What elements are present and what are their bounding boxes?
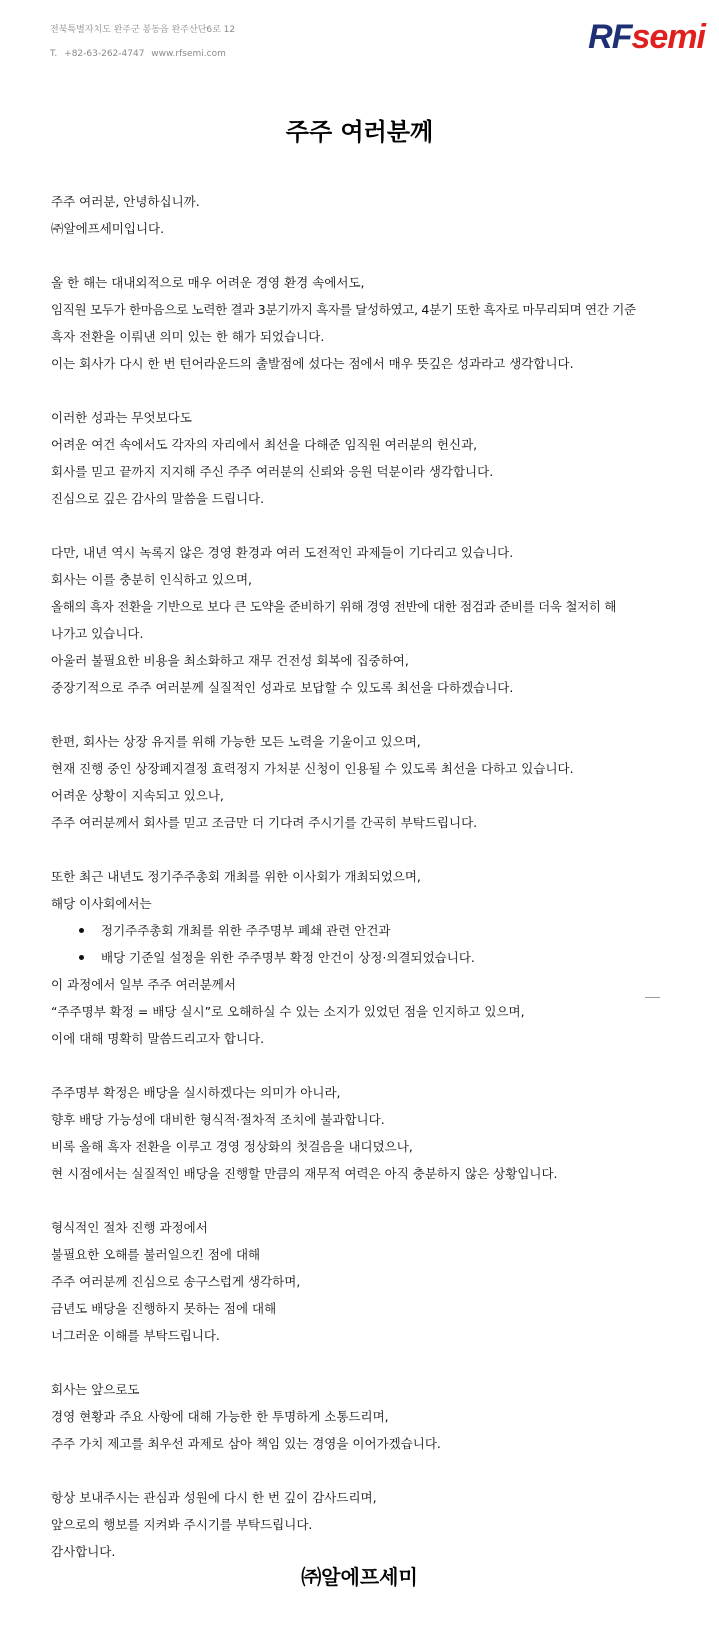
text-line: 임직원 모두가 한마음으로 노력한 결과 3분기까지 흑자를 달성하였고, 4분기 또한 흑자로 마무리되며 연간 기준 bbox=[51, 302, 636, 317]
text-line: 중장기적으로 주주 여러분께 실질적인 성과로 보답할 수 있도록 최선을 다하겠습니다. bbox=[51, 680, 514, 695]
text-line: 비록 올해 흑자 전환을 이루고 경영 정상화의 첫걸음을 내디뎠으나, bbox=[51, 1139, 413, 1154]
company-contact: T. +82-63-262-4747 www.rfsemi.com bbox=[50, 49, 226, 59]
text-line: 다만, 내년 역시 녹록지 않은 경영 환경과 여러 도전적인 과제들이 기다리고 있습니다. bbox=[51, 545, 514, 560]
text-line: 이 과정에서 일부 주주 여러분께서 bbox=[51, 977, 236, 992]
text-line: 항상 보내주시는 관심과 성원에 다시 한 번 깊이 감사드리며, bbox=[51, 1490, 377, 1505]
letter-title: 주주 여러분께 bbox=[285, 118, 434, 146]
text-line: 앞으로의 행보를 지켜봐 주시기를 부탁드립니다. bbox=[51, 1517, 313, 1532]
text-line: “주주명부 확정 = 배당 실시”로 오해하실 수 있는 소지가 있었던 점을 인지하고 있으며, bbox=[51, 1004, 525, 1019]
text-line: 올 한 해는 대내외적으로 매우 어려운 경영 환경 속에서도, bbox=[51, 275, 365, 290]
text-line: 불필요한 오해를 불러일으킨 점에 대해 bbox=[51, 1247, 261, 1262]
text-line: 주주 여러분께 진심으로 송구스럽게 생각하며, bbox=[51, 1274, 301, 1289]
letter-body bbox=[51, 188, 671, 1565]
text-line: 해당 이사회에서는 bbox=[51, 896, 152, 911]
text-line: 경영 현황과 주요 사항에 대해 가능한 한 투명하게 소통드리며, bbox=[51, 1409, 389, 1424]
letter-paragraphs-part1 bbox=[51, 188, 671, 917]
text-line: ㈜알에프세미입니다. bbox=[51, 221, 165, 236]
text-line: 감사합니다. bbox=[51, 1544, 116, 1559]
bullet-dot-icon bbox=[79, 955, 84, 960]
text-line: 주주 가치 제고를 최우선 과제로 삼아 책임 있는 경영을 이어가겠습니다. bbox=[51, 1436, 441, 1451]
signature: ㈜알에프세미 bbox=[301, 1565, 418, 1589]
blank-line bbox=[51, 1052, 671, 1079]
blank-line bbox=[51, 377, 671, 404]
bullet-text: 정기주주총회 개최를 위한 주주명부 폐쇄 관련 안건과 bbox=[101, 923, 391, 938]
text-line: 주주명부 확정은 배당을 실시하겠다는 의미가 아니라, bbox=[51, 1085, 341, 1100]
resolution-bullet-list bbox=[51, 917, 671, 971]
text-line: 이에 대해 명확히 말씀드리고자 합니다. bbox=[51, 1031, 265, 1046]
letter-paragraphs-part2 bbox=[51, 971, 671, 1565]
text-line: 이는 회사가 다시 한 번 턴어라운드의 출발점에 섰다는 점에서 매우 뜻깊은 성과라고 생각합니다. bbox=[51, 356, 574, 371]
blank-line bbox=[51, 1457, 671, 1484]
bullet-dot-icon bbox=[79, 928, 84, 933]
text-line: 주주 여러분께서 회사를 믿고 조금만 더 기다려 주시기를 간곡히 부탁드립니다. bbox=[51, 815, 478, 830]
blank-line bbox=[51, 242, 671, 269]
blank-line bbox=[51, 1187, 671, 1214]
logo-rf: RF bbox=[588, 18, 632, 56]
bullet-text: 배당 기준일 설정을 위한 주주명부 확정 안건이 상정·의결되었습니다. bbox=[101, 950, 475, 965]
text-line: 회사를 믿고 끝까지 지지해 주신 주주 여러분의 신뢰와 응원 덕분이라 생각합니다. bbox=[51, 464, 494, 479]
text-line: 아울러 불필요한 비용을 최소화하고 재무 건전성 회복에 집중하여, bbox=[51, 653, 409, 668]
bullet-item bbox=[51, 917, 671, 944]
text-line: 주주 여러분, 안녕하십니까. bbox=[51, 194, 200, 209]
text-line: 나가고 있습니다. bbox=[51, 626, 144, 641]
text-line: 현재 진행 중인 상장폐지결정 효력정지 가처분 신청이 인용될 수 있도록 최선을 다하고 있습니다. bbox=[51, 761, 574, 776]
text-line: 어려운 상황이 지속되고 있으나, bbox=[51, 788, 224, 803]
blank-line bbox=[51, 1349, 671, 1376]
text-line: 너그러운 이해를 부탁드립니다. bbox=[51, 1328, 220, 1343]
blank-line bbox=[51, 701, 671, 728]
text-line: 올해의 흑자 전환을 기반으로 보다 큰 도약을 준비하기 위해 경영 전반에 대한 점검과 준비를 더욱 철저히 해 bbox=[51, 599, 617, 614]
text-line: 이러한 성과는 무엇보다도 bbox=[51, 410, 192, 425]
text-line: 한편, 회사는 상장 유지를 위해 가능한 모든 노력을 기울이고 있으며, bbox=[51, 734, 421, 749]
text-line: 흑자 전환을 이뤄낸 의미 있는 한 해가 되었습니다. bbox=[51, 329, 325, 344]
text-line: 금년도 배당을 진행하지 못하는 점에 대해 bbox=[51, 1301, 277, 1316]
bullet-item bbox=[51, 944, 671, 971]
text-line: 회사는 이를 충분히 인식하고 있으며, bbox=[51, 572, 252, 587]
text-line: 회사는 앞으로도 bbox=[51, 1382, 140, 1397]
company-address: 전북특별자치도 완주군 봉동읍 완주산단6로 12 bbox=[50, 25, 236, 35]
letterhead bbox=[0, 0, 719, 80]
margin-dash bbox=[645, 997, 660, 998]
text-line: 형식적인 절차 진행 과정에서 bbox=[51, 1220, 208, 1235]
text-line: 어려운 여건 속에서도 각자의 자리에서 최선을 다해준 임직원 여러분의 헌신과, bbox=[51, 437, 478, 452]
logo-semi: semi bbox=[631, 18, 705, 56]
text-line: 향후 배당 가능성에 대비한 형식적·절차적 조치에 불과합니다. bbox=[51, 1112, 385, 1127]
text-line: 현 시점에서는 실질적인 배당을 진행할 만큼의 재무적 여력은 아직 충분하지 않은 상황입니다. bbox=[51, 1166, 558, 1181]
company-logo bbox=[588, 20, 705, 54]
blank-line bbox=[51, 836, 671, 863]
blank-line bbox=[51, 512, 671, 539]
text-line: 또한 최근 내년도 정기주주총회 개최를 위한 이사회가 개최되었으며, bbox=[51, 869, 421, 884]
text-line: 진심으로 깊은 감사의 말씀을 드립니다. bbox=[51, 491, 265, 506]
